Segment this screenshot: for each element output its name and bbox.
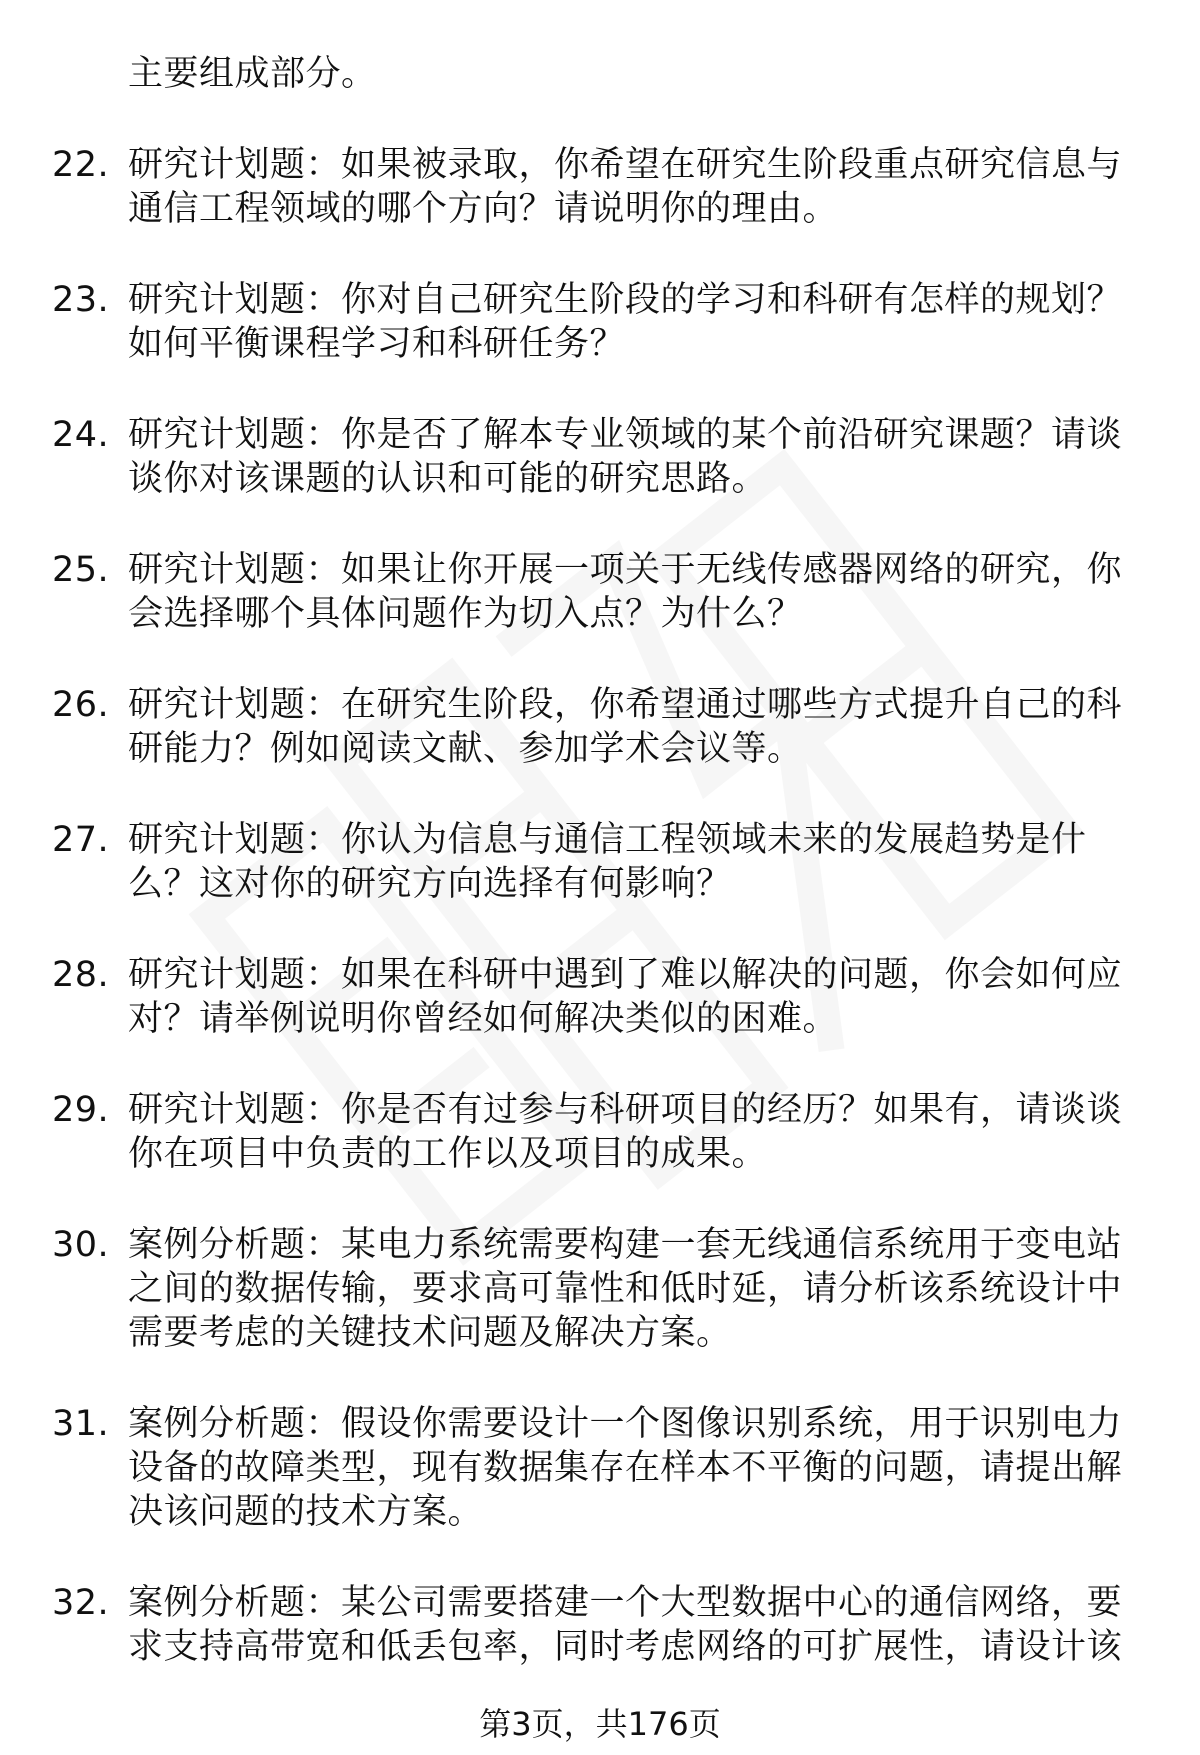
question-number: 22.	[52, 145, 110, 185]
question-list	[0, 52, 1200, 1716]
question-text: 研究计划题：你对自己研究生阶段的学习和科研有怎样的规划？如何平衡课程学习和科研任务？	[128, 280, 1123, 364]
question-item	[0, 548, 1138, 636]
question-number: 29.	[52, 1090, 110, 1130]
question-item	[0, 143, 1138, 231]
question-number: 27.	[52, 820, 110, 860]
question-item	[0, 278, 1138, 366]
question-text: 案例分析题：某公司需要搭建一个大型数据中心的通信网络，要求支持高带宽和低丢包率，同时考虑网络的可扩展性，请设计该	[128, 1583, 1123, 1667]
question-item	[0, 1088, 1138, 1176]
question-text: 案例分析题：假设你需要设计一个图像识别系统，用于识别电力设备的故障类型，现有数据集存在样本不平衡的问题，请提出解决该问题的技术方案。	[128, 1404, 1123, 1532]
question-item	[0, 818, 1138, 906]
question-text: 研究计划题：你认为信息与通信工程领域未来的发展趋势是什么？这对你的研究方向选择有何影响？	[128, 820, 1087, 904]
question-text: 研究计划题：如果在科研中遇到了难以解决的问题，你会如何应对？请举例说明你曾经如何解决类似的困难。	[128, 955, 1123, 1039]
question-item	[0, 1402, 1138, 1534]
question-item	[0, 1223, 1138, 1355]
question-text: 研究计划题：在研究生阶段，你希望通过哪些方式提升自己的科研能力？例如阅读文献、参加学术会议等。	[128, 685, 1123, 769]
question-item	[0, 683, 1138, 771]
question-text: 研究计划题：你是否了解本专业领域的某个前沿研究课题？请谈谈你对该课题的认识和可能的研究思路。	[128, 415, 1123, 499]
question-number: 25.	[52, 550, 110, 590]
question-item	[0, 953, 1138, 1041]
question-text: 研究计划题：你是否有过参与科研项目的经历？如果有，请谈谈你在项目中负责的工作以及项目的成果。	[128, 1090, 1123, 1174]
question-item	[0, 1581, 1138, 1669]
question-text: 案例分析题：某电力系统需要构建一套无线通信系统用于变电站之间的数据传输，要求高可靠性和低时延，请分析该系统设计中需要考虑的关键技术问题及解决方案。	[128, 1225, 1123, 1353]
question-text: 研究计划题：如果被录取，你希望在研究生阶段重点研究信息与通信工程领域的哪个方向？请说明你的理由。	[128, 145, 1123, 229]
question-number: 26.	[52, 685, 110, 725]
continued-text: 主要组成部分。	[128, 54, 377, 94]
question-number: 32.	[52, 1583, 110, 1623]
question-number: 28.	[52, 955, 110, 995]
question-number: 31.	[52, 1404, 110, 1444]
question-item	[0, 413, 1138, 501]
question-number: 23.	[52, 280, 110, 320]
question-text: 研究计划题：如果让你开展一项关于无线传感器网络的研究，你会选择哪个具体问题作为切入点？为什么？	[128, 550, 1123, 634]
question-number: 30.	[52, 1225, 110, 1265]
page-footer: 第3页，共176页	[479, 1705, 721, 1743]
question-number: 24.	[52, 415, 110, 455]
